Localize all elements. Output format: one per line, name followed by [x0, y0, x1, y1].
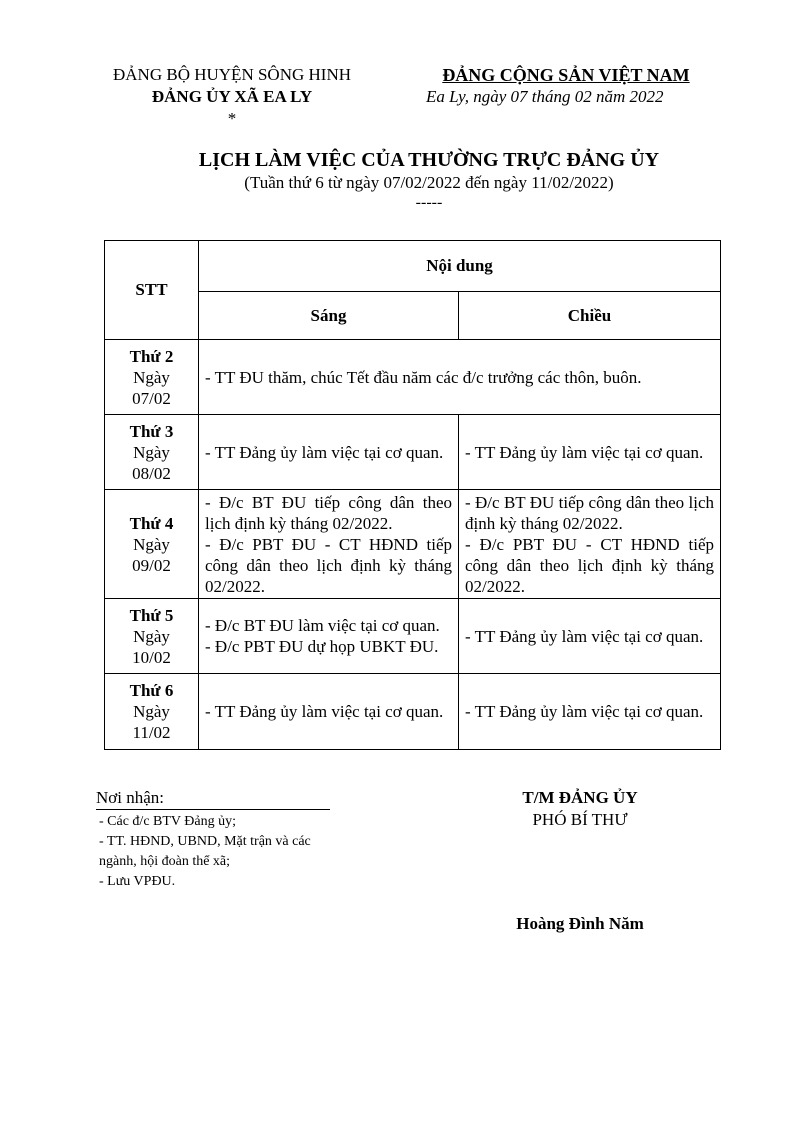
day-cell — [105, 599, 199, 674]
day-name: Thứ 6 — [129, 681, 174, 700]
organization-mark: * — [227, 109, 237, 128]
header-morning: Sáng — [199, 292, 459, 340]
day-name: Thứ 2 — [129, 346, 174, 366]
on-behalf-label: T/M ĐẢNG ỦY — [522, 788, 638, 807]
afternoon-cell — [459, 415, 721, 490]
document-subtitle: (Tuần thứ 6 từ ngày 07/02/2022 đến ngày 11/02/2022) — [244, 173, 614, 192]
document-title-block — [100, 148, 758, 212]
recipient-item: - TT. HĐND, UBND, Mặt trận và các ngành, hội đoàn thể xã; — [99, 834, 311, 869]
day-cell — [105, 674, 199, 750]
task-item: - TT Đảng ủy làm việc tại cơ quan. — [465, 702, 704, 721]
date-label: Ngày — [133, 702, 170, 721]
morning-cell — [199, 415, 459, 490]
day-cell — [105, 490, 199, 599]
task-item: - Đ/c PBT ĐU - CT HĐND tiếp công dân theo lịch định kỳ tháng 02/2022. — [465, 534, 714, 596]
national-header — [424, 64, 708, 108]
table-row — [105, 490, 721, 599]
task-item: - Đ/c PBT ĐU - CT HĐND tiếp công dân theo lịch định kỳ tháng 02/2022. — [205, 534, 452, 596]
day-name: Thứ 5 — [129, 605, 174, 625]
recipient-item: - Các đ/c BTV Đảng ủy; — [99, 814, 236, 829]
place-date: Ea Ly, ngày 07 tháng 02 năm 2022 — [426, 87, 664, 106]
recipients-block — [96, 788, 330, 892]
signer-name: Hoàng Đình Năm — [516, 914, 644, 933]
day-name: Thứ 4 — [129, 513, 174, 533]
full-day-content: - TT ĐU thăm, chúc Tết đầu năm các đ/c trưởng các thôn, buôn. — [199, 340, 721, 415]
afternoon-cell — [459, 599, 721, 674]
date-value: 08/02 — [132, 463, 171, 483]
date-label: Ngày — [133, 534, 170, 554]
schedule-table — [104, 240, 721, 750]
task-item: - TT Đảng ủy làm việc tại cơ quan. — [465, 626, 704, 646]
recipients-label: Nơi nhận: — [96, 788, 330, 810]
header-afternoon: Chiều — [459, 292, 721, 340]
day-cell — [105, 340, 199, 415]
header-stt: STT — [105, 241, 199, 340]
organization-name: ĐẢNG ỦY XÃ EA LY — [151, 87, 313, 106]
recipient-item: - Lưu VPĐU. — [99, 874, 176, 889]
morning-cell — [199, 599, 459, 674]
morning-cell — [199, 674, 459, 750]
issuer-block — [98, 64, 366, 130]
parent-organization: ĐẢNG BỘ HUYỆN SÔNG HINH — [113, 65, 351, 84]
task-item: - Đ/c BT ĐU làm việc tại cơ quan. — [205, 616, 440, 635]
signature-block — [480, 787, 680, 831]
document-title: LỊCH LÀM VIỆC CỦA THƯỜNG TRỰC ĐẢNG ỦY — [198, 149, 660, 171]
table-row — [105, 340, 721, 415]
task-item: - TT Đảng ủy làm việc tại cơ quan. — [465, 442, 704, 462]
task-item: - Đ/c PBT ĐU dự họp UBKT ĐU. — [205, 637, 439, 656]
table-row — [105, 674, 721, 750]
header-content: Nội dung — [199, 241, 721, 292]
task-item: - TT Đảng ủy làm việc tại cơ quan. — [205, 442, 444, 462]
date-label: Ngày — [133, 626, 170, 646]
task-item: - Đ/c BT ĐU tiếp công dân theo lịch định kỳ tháng 02/2022. — [465, 492, 714, 533]
day-cell — [105, 415, 199, 490]
date-value: 10/02 — [132, 647, 171, 667]
date-value: 07/02 — [132, 388, 171, 408]
afternoon-cell — [459, 674, 721, 750]
date-value: 11/02 — [132, 723, 171, 742]
date-label: Ngày — [133, 367, 170, 387]
afternoon-cell — [459, 490, 721, 599]
title-separator: ----- — [415, 194, 443, 211]
day-name: Thứ 3 — [129, 421, 174, 441]
party-name: ĐẢNG CỘNG SẢN VIỆT NAM — [442, 65, 690, 85]
date-label: Ngày — [133, 442, 170, 462]
signer-position: PHÓ BÍ THƯ — [532, 810, 628, 829]
table-row — [105, 415, 721, 490]
morning-cell — [199, 490, 459, 599]
table-row — [105, 599, 721, 674]
task-item: - Đ/c BT ĐU tiếp công dân theo lịch định kỳ tháng 02/2022. — [205, 492, 452, 533]
task-item: - TT Đảng ủy làm việc tại cơ quan. — [205, 702, 444, 721]
date-value: 09/02 — [132, 555, 171, 575]
